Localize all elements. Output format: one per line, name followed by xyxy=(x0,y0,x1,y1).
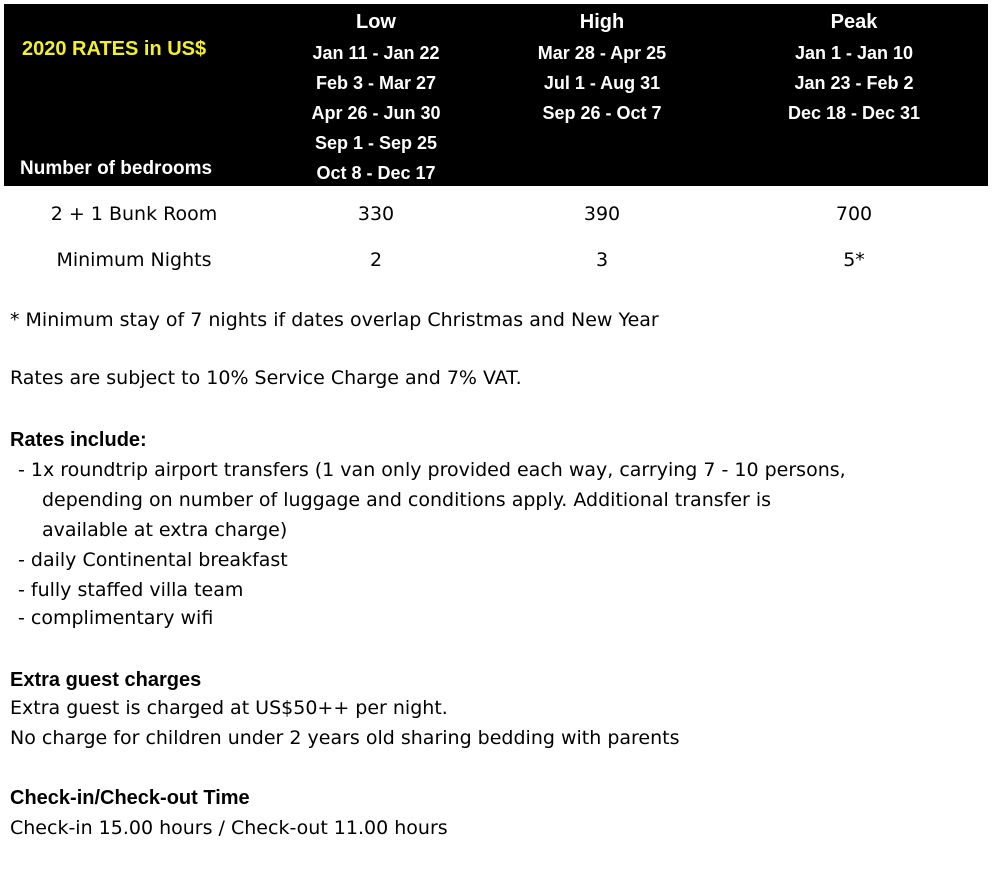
season-date: Apr 26 - Jun 30 xyxy=(311,103,441,123)
asterisk-note: * Minimum stay of 7 nights if dates overlap Christmas and New Year xyxy=(10,309,659,331)
extra-guest-line: Extra guest is charged at US$50++ per night. xyxy=(10,697,448,719)
season-date: Mar 28 - Apr 25 xyxy=(537,43,667,63)
season-column-high xyxy=(487,8,717,128)
table-row xyxy=(0,199,994,229)
bedrooms-column-label: Number of bedrooms xyxy=(20,158,213,179)
season-column-low xyxy=(261,8,491,188)
season-date: Jan 23 - Feb 2 xyxy=(794,73,914,93)
season-date: Jul 1 - Aug 31 xyxy=(543,73,661,93)
rates-table-header xyxy=(4,4,988,186)
season-date: Feb 3 - Mar 27 xyxy=(315,73,437,93)
check-times-line: Check-in 15.00 hours / Check-out 11.00 hours xyxy=(10,817,448,839)
row-label: 2 + 1 Bunk Room xyxy=(50,203,218,225)
list-item-continuation: depending on number of luggage and conditions apply. Additional transfer is xyxy=(42,489,772,511)
rate-peak: 700 xyxy=(835,203,873,225)
season-name: Peak xyxy=(830,11,878,33)
tax-note: Rates are subject to 10% Service Charge and 7% VAT. xyxy=(10,367,522,389)
rate-low: 330 xyxy=(357,203,395,225)
season-date: Jan 1 - Jan 10 xyxy=(794,43,914,63)
list-item: - fully staffed villa team xyxy=(18,579,244,601)
season-date: Jan 11 - Jan 22 xyxy=(312,43,440,63)
season-name: High xyxy=(579,11,625,33)
min-nights-peak: 5* xyxy=(843,249,865,271)
list-item-continuation: available at extra charge) xyxy=(42,519,288,541)
list-item: - complimentary wifi xyxy=(18,607,214,629)
row-label: Minimum Nights xyxy=(56,249,212,271)
extra-guest-heading: Extra guest charges xyxy=(10,669,202,691)
rates-title: 2020 RATES in US$ xyxy=(22,38,207,60)
season-date: Sep 26 - Oct 7 xyxy=(542,103,662,123)
extra-guest-line: No charge for children under 2 years old sharing bedding with parents xyxy=(10,727,680,749)
list-item: - daily Continental breakfast xyxy=(18,549,288,571)
season-name: Low xyxy=(356,11,396,33)
table-row xyxy=(0,245,994,275)
season-column-peak xyxy=(739,8,969,128)
min-nights-high: 3 xyxy=(595,249,609,271)
season-date: Dec 18 - Dec 31 xyxy=(787,103,921,123)
check-times-heading: Check-in/Check-out Time xyxy=(10,787,250,809)
includes-heading: Rates include: xyxy=(10,429,147,451)
rate-high: 390 xyxy=(583,203,621,225)
season-date: Sep 1 - Sep 25 xyxy=(314,133,438,153)
season-date: Oct 8 - Dec 17 xyxy=(316,163,436,183)
min-nights-low: 2 xyxy=(369,249,383,271)
list-item: - 1x roundtrip airport transfers (1 van only provided each way, carrying 7 - 10 persons, xyxy=(18,459,846,481)
